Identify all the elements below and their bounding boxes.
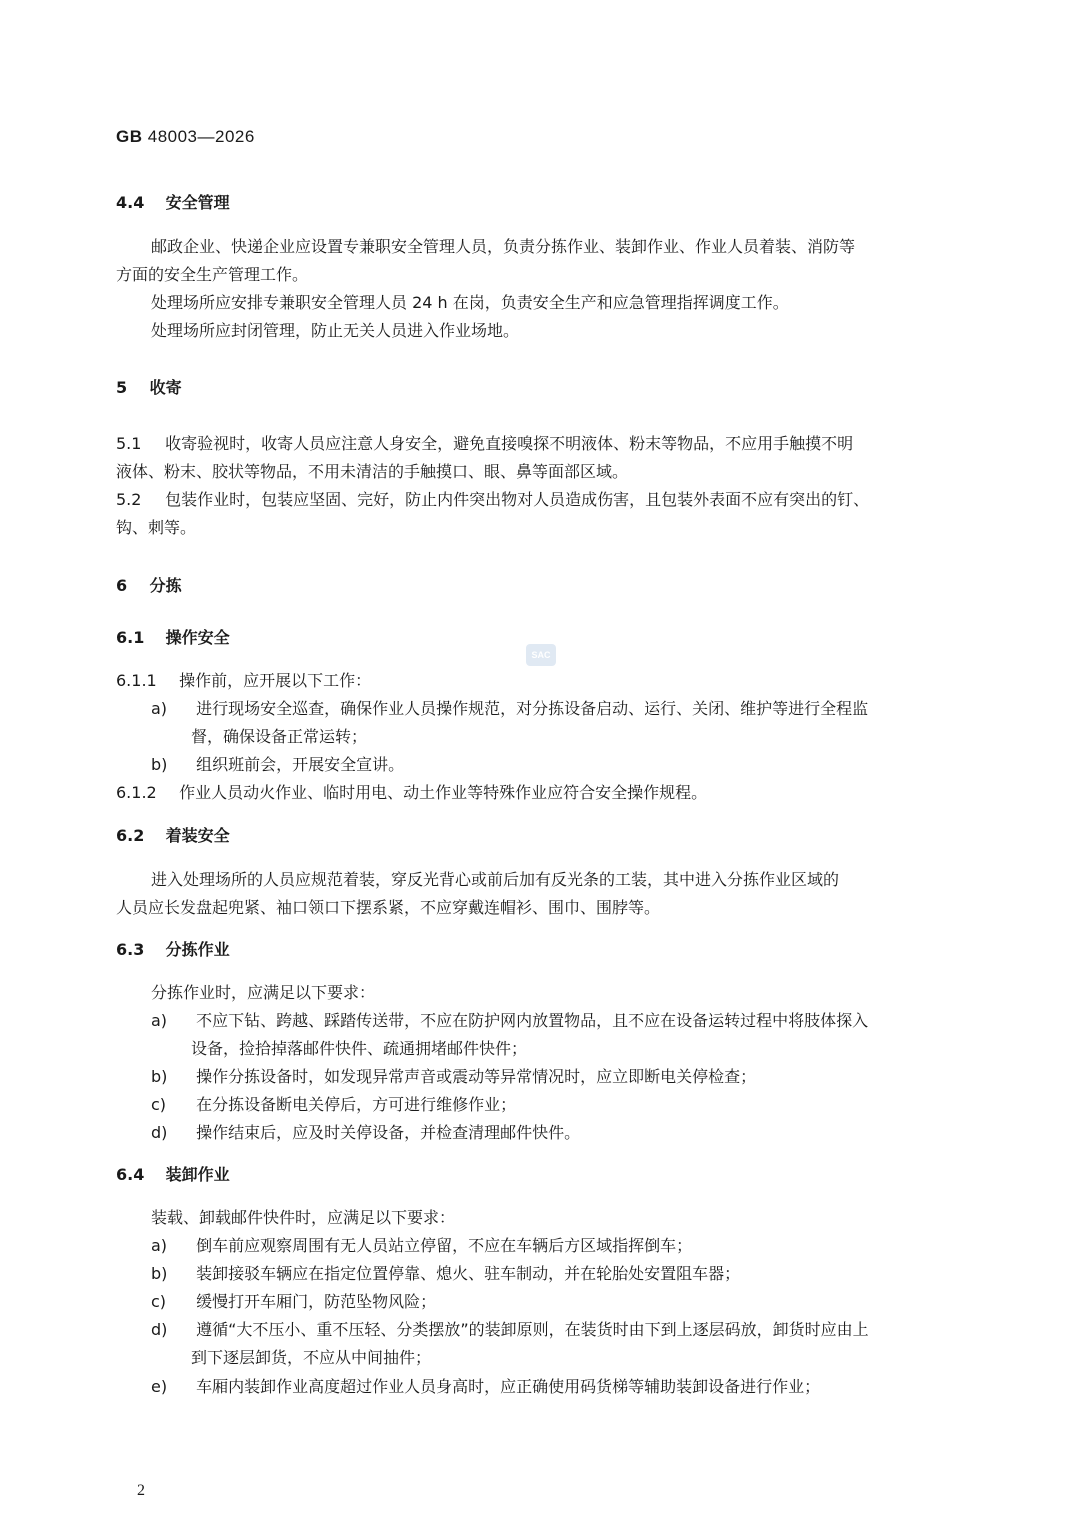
list-item-d — [151, 1123, 580, 1143]
list-continuation: 到下逐层卸货，不应从中间抽件； — [191, 1348, 432, 1367]
sac-watermark: SAC — [526, 644, 556, 666]
section-number: 6.4 — [116, 1165, 145, 1184]
paragraph-line: 进入处理场所的人员应规范着装，穿反光背心或前后加有反光条的工装，其中进入分拣作业区域的 — [151, 870, 840, 889]
paragraph-line: 方面的安全生产管理工作。 — [116, 265, 309, 284]
list-marker: a) — [151, 1011, 168, 1030]
section-6-2-heading — [116, 826, 230, 846]
list-text: 在分拣设备断电关停后，方可进行维修作业； — [196, 1095, 517, 1114]
clause-number: 6.1.1 — [116, 671, 157, 690]
list-marker: c) — [151, 1095, 167, 1114]
section-number: 6 — [116, 576, 128, 595]
list-marker: b) — [151, 755, 168, 774]
section-6-3-heading — [116, 940, 230, 960]
section-title: 收寄 — [149, 378, 182, 397]
list-item-c — [151, 1095, 516, 1115]
list-intro: 装载、卸载邮件快件时，应满足以下要求： — [151, 1208, 456, 1227]
list-marker: e) — [151, 1377, 168, 1396]
clause-number: 5.1 — [116, 434, 142, 453]
list-item-a — [151, 1236, 692, 1256]
clause-text: 收寄验视时，收寄人员应注意人身安全，避免直接嗅探不明液体、粉末等物品，不应用手触摸不明 — [165, 434, 854, 453]
page-number: 2 — [137, 1482, 145, 1499]
standard-code — [116, 127, 255, 147]
section-title: 安全管理 — [165, 193, 230, 212]
list-item-b — [151, 1067, 756, 1087]
section-number: 6.2 — [116, 826, 145, 845]
section-title: 着装安全 — [165, 826, 230, 845]
section-6-4-heading — [116, 1165, 230, 1185]
clause-text: 包装作业时，包装应坚固、完好，防止内件突出物对人员造成伤害，且包装外表面不应有突出的钉、 — [165, 490, 870, 509]
section-number: 4.4 — [116, 193, 145, 212]
list-marker: a) — [151, 699, 168, 718]
section-title: 分拣 — [149, 576, 182, 595]
section-number: 6.3 — [116, 940, 145, 959]
list-item-a — [151, 699, 868, 719]
list-text: 装卸接驳车辆应在指定位置停靠、熄火、驻车制动，并在轮胎处安置阻车器； — [196, 1264, 741, 1283]
standard-prefix: GB — [116, 127, 143, 146]
list-text: 车厢内装卸作业高度超过作业人员身高时，应正确使用码货梯等辅助装卸设备进行作业； — [196, 1377, 821, 1396]
paragraph-line: 人员应长发盘起兜紧、袖口领口下摆系紧，不应穿戴连帽衫、围巾、围脖等。 — [116, 898, 661, 917]
section-number: 6.1 — [116, 628, 145, 647]
list-marker: b) — [151, 1264, 168, 1283]
section-6-heading — [116, 576, 182, 596]
clause-5-2 — [116, 490, 869, 510]
list-text: 不应下钻、跨越、踩踏传送带，不应在防护网内放置物品，且不应在设备运转过程中将肢体探入 — [196, 1011, 869, 1030]
list-text: 进行现场安全巡查，确保作业人员操作规范，对分拣设备启动、运行、关闭、维护等进行全程监 — [196, 699, 869, 718]
list-marker: c) — [151, 1292, 167, 1311]
list-marker: d) — [151, 1320, 168, 1339]
list-intro: 分拣作业时，应满足以下要求： — [151, 983, 376, 1002]
list-item-a — [151, 1011, 868, 1031]
clause-6-1-1 — [116, 671, 371, 691]
list-marker: d) — [151, 1123, 168, 1142]
list-continuation: 督，确保设备正常运转； — [191, 727, 368, 746]
section-6-1-heading — [116, 628, 230, 648]
paragraph-line: 邮政企业、快递企业应设置专兼职安全管理人员，负责分拣作业、装卸作业、作业人员着装、消防等 — [151, 237, 856, 256]
list-item-b — [151, 755, 404, 775]
standard-number: 48003—2026 — [147, 127, 255, 146]
paragraph: 处理场所应安排专兼职安全管理人员 24 h 在岗，负责安全生产和应急管理指挥调度工作。 — [151, 293, 789, 312]
list-text: 组织班前会，开展安全宣讲。 — [196, 755, 405, 774]
list-item-c — [151, 1292, 436, 1312]
clause-5-1 — [116, 434, 853, 454]
list-text: 操作结束后，应及时关停设备，并检查清理邮件快件。 — [196, 1123, 581, 1142]
list-text: 遵循“大不压小、重不压轻、分类摆放”的装卸原则，在装货时由下到上逐层码放，卸货时应由上 — [196, 1320, 869, 1339]
section-title: 装卸作业 — [165, 1165, 230, 1184]
clause-text: 作业人员动火作业、临时用电、动土作业等特殊作业应符合安全操作规程。 — [179, 783, 708, 802]
paragraph-line: 液体、粉末、胶状等物品，不用未清洁的手触摸口、眼、鼻等面部区域。 — [116, 462, 629, 481]
list-item-d — [151, 1320, 869, 1340]
list-text: 操作分拣设备时，如发现异常声音或震动等异常情况时，应立即断电关停检查； — [196, 1067, 757, 1086]
paragraph-line: 钩、刺等。 — [116, 518, 197, 537]
list-item-e — [151, 1377, 820, 1397]
list-text: 倒车前应观察周围有无人员站立停留，不应在车辆后方区域指挥倒车； — [196, 1236, 693, 1255]
section-number: 5 — [116, 378, 128, 397]
list-text: 缓慢打开车厢门，防范坠物风险； — [196, 1292, 437, 1311]
section-title: 分拣作业 — [165, 940, 230, 959]
list-marker: b) — [151, 1067, 168, 1086]
section-5-heading — [116, 378, 182, 398]
section-4-4-heading — [116, 193, 230, 213]
list-continuation: 设备，捡拾掉落邮件快件、疏通拥堵邮件快件； — [191, 1039, 528, 1058]
list-marker: a) — [151, 1236, 168, 1255]
clause-number: 6.1.2 — [116, 783, 157, 802]
list-item-b — [151, 1264, 740, 1284]
paragraph: 处理场所应封闭管理，防止无关人员进入作业场地。 — [151, 321, 520, 340]
clause-text: 操作前，应开展以下工作： — [179, 671, 372, 690]
clause-6-1-2 — [116, 783, 707, 803]
clause-number: 5.2 — [116, 490, 142, 509]
section-title: 操作安全 — [165, 628, 230, 647]
